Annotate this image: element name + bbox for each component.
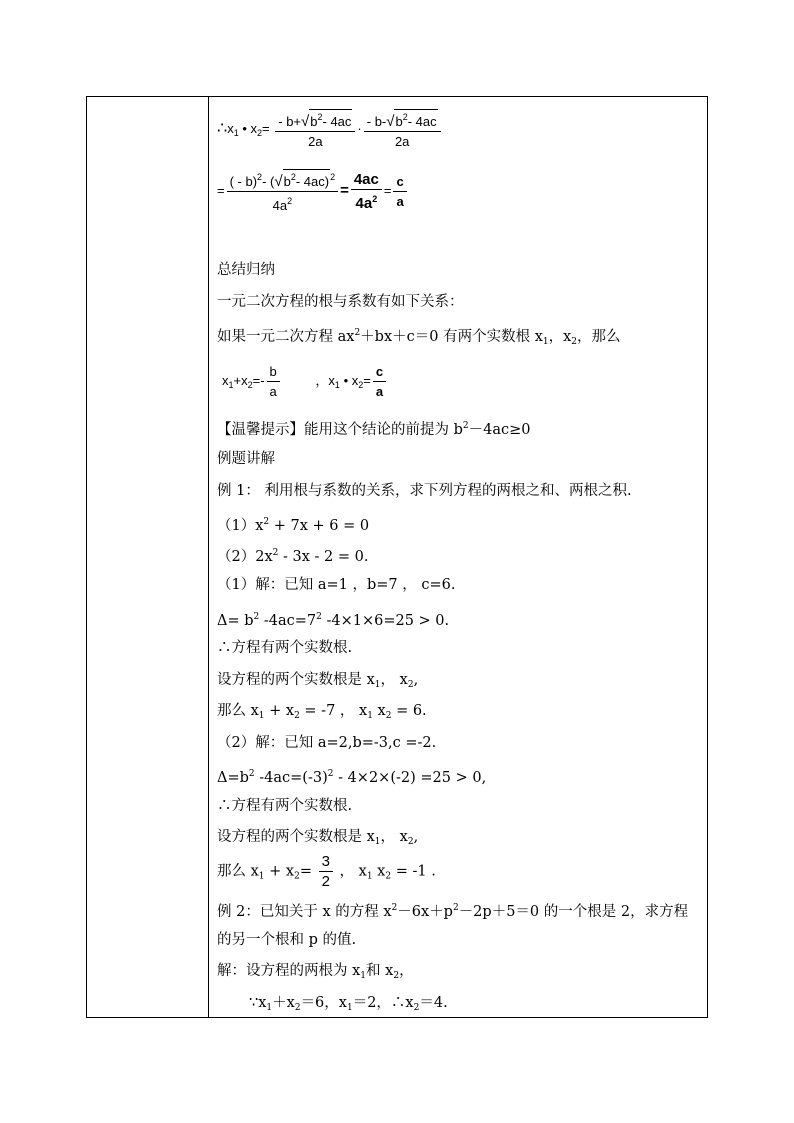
sub: 1 — [334, 379, 340, 390]
text: 那么 x — [217, 703, 259, 719]
text: x — [372, 703, 386, 719]
num-part: - b+ — [278, 114, 302, 129]
sup: 2 — [317, 112, 323, 122]
sub: 2 — [571, 337, 578, 347]
equals: = — [383, 182, 392, 198]
example1-prompt: 例 1： 利用根与系数的关系，求下列方程的两根之和、两根之积. — [217, 483, 632, 499]
sub: 1 — [258, 711, 265, 721]
example1-solution1-given: （1）解：已知 a=1 ，b=7 ， c=6. — [217, 577, 456, 593]
text: x — [351, 372, 359, 388]
text: ＝6，x — [300, 995, 347, 1011]
radical-sign: √ — [301, 113, 310, 130]
summary-intro: 一元二次方程的根与系数有如下关系： — [217, 294, 464, 310]
example1-delta1 — [217, 608, 449, 630]
dot: • — [242, 120, 247, 136]
sup: 2 — [452, 903, 459, 913]
text: ， x — [339, 863, 367, 880]
formula-product-line — [217, 109, 443, 150]
example1-q2 — [217, 544, 368, 566]
sqrt-content — [309, 109, 352, 129]
num-part: - 4ac — [322, 114, 352, 129]
num-part: ( - b) — [229, 174, 258, 189]
sup: 2 — [316, 612, 322, 622]
fraction-root2 — [364, 109, 441, 150]
fraction-root1 — [275, 109, 355, 150]
numerator: b — [267, 363, 280, 382]
text: －6x＋p — [397, 904, 453, 920]
example2-solution — [217, 962, 414, 985]
text: x — [372, 863, 386, 880]
num-part: - 4ac) — [295, 174, 330, 189]
text: -4×1×6=25 > 0. — [321, 613, 450, 629]
text: ，x — [548, 329, 572, 345]
text: ， x — [380, 672, 408, 688]
radical-sign: √ — [386, 113, 395, 130]
sup: 2 — [248, 769, 255, 779]
sup: 2 — [257, 172, 263, 182]
sub: 2 — [257, 127, 263, 138]
example1-q1 — [217, 513, 369, 535]
sup: 2 — [330, 172, 336, 182]
denominator: a — [269, 384, 277, 399]
sub: 2 — [294, 1003, 301, 1013]
text: = -1 . — [391, 863, 436, 880]
dot: · — [357, 120, 362, 136]
text: （2）2x — [217, 549, 273, 565]
fraction-three-halves — [319, 853, 333, 890]
text: +x — [233, 372, 248, 388]
equals: = — [363, 372, 371, 388]
text: －2p＋5＝0 的一个根是 2，求方程 — [458, 904, 689, 920]
equals: = — [262, 120, 270, 136]
text: 和 x — [366, 963, 394, 979]
num-part: b — [395, 114, 403, 129]
text: =- — [252, 372, 265, 388]
worksheet-table — [86, 96, 708, 1018]
equals: = — [217, 182, 225, 198]
text: 解：设方程的两根为 x — [217, 963, 361, 979]
sub: 1 — [374, 680, 381, 690]
num-part: - b- — [366, 114, 387, 129]
example1-roots2 — [217, 828, 418, 851]
text: + 7x + 6 = 0 — [269, 518, 370, 534]
example1-conclusion1: ∴方程有两个实数根. — [217, 640, 353, 656]
text: ， — [315, 372, 329, 388]
text: + x — [264, 703, 295, 719]
sup: 2 — [462, 421, 469, 431]
sub: 2 — [247, 379, 253, 390]
examples-heading: 例题讲解 — [217, 451, 275, 467]
sub: 2 — [385, 711, 392, 721]
sub: 1 — [266, 1003, 273, 1013]
denominator: a — [396, 194, 404, 209]
sub: 2 — [413, 1003, 420, 1013]
text: Δ= b — [217, 613, 254, 629]
denominator: 4a — [355, 195, 373, 212]
example1-then2 — [217, 853, 436, 890]
text: x — [328, 372, 335, 388]
text: -4ac=(-3) — [254, 770, 328, 786]
sub: 1 — [360, 971, 367, 981]
var-x2: x — [250, 120, 258, 136]
example1-then1 — [217, 702, 427, 725]
numerator: 3 — [319, 853, 333, 872]
denominator: 4a — [272, 198, 288, 213]
text: - 3x - 2 = 0. — [278, 549, 369, 565]
content-cell — [217, 97, 702, 1017]
sub: 1 — [367, 711, 373, 721]
sup: 2 — [327, 769, 334, 779]
sup: 2 — [391, 903, 398, 913]
text: x — [222, 372, 229, 388]
example2-solution-step — [249, 994, 448, 1017]
radical-sign: √ — [274, 173, 283, 190]
text: ∵x — [249, 995, 267, 1011]
sub: 1 — [374, 837, 381, 847]
formula-simplify-line — [217, 169, 409, 214]
var-x1: x — [227, 120, 234, 136]
sqrt-content — [283, 169, 330, 189]
sub: 2 — [294, 711, 300, 721]
num-part: b — [310, 114, 318, 129]
sqrt-content — [394, 109, 437, 129]
text: , — [413, 672, 419, 688]
sub: 1 — [228, 379, 234, 390]
fraction-4ac — [351, 171, 382, 212]
denominator: 2a — [394, 134, 410, 149]
text: 如果一元二次方程 ax — [217, 329, 355, 345]
example1-roots1 — [217, 671, 418, 694]
sup: 2 — [372, 194, 378, 204]
sub: 2 — [407, 837, 414, 847]
numerator: c — [373, 363, 386, 382]
sub: 1 — [233, 127, 239, 138]
fraction-expand — [227, 169, 338, 214]
dot: • — [343, 372, 349, 388]
text: , — [413, 829, 419, 845]
text: 【温馨提示】能用这个结论的前提为 b — [217, 422, 463, 438]
text: （1）x — [217, 518, 264, 534]
sup: 2 — [272, 548, 279, 558]
example1-conclusion2: ∴方程有两个实数根. — [217, 798, 353, 814]
therefore-sign: ∴ — [217, 119, 228, 137]
numerator: 4ac — [351, 171, 382, 190]
example2-prompt-cont: 的另一个根和 p 的值. — [217, 932, 357, 948]
text: ＋x — [272, 995, 295, 1011]
fraction-b-over-a — [267, 363, 280, 400]
num-part: - 4ac — [407, 114, 437, 129]
sub: 2 — [358, 379, 364, 390]
text: ＋bx＋c＝0 有两个实数根 x — [360, 329, 543, 345]
text: = 6. — [391, 703, 427, 719]
sup: 2 — [287, 196, 293, 206]
text: + x — [264, 863, 295, 880]
text: ＝2，∴x — [352, 995, 414, 1011]
text: -4ac=7 — [259, 613, 317, 629]
text: 那么 x — [217, 863, 259, 880]
numerator: c — [393, 173, 406, 192]
equals: = — [340, 181, 349, 199]
fraction-c-over-a — [393, 173, 406, 210]
text: Δ=b — [217, 770, 249, 786]
text: = — [299, 863, 312, 880]
fraction-c-over-a — [373, 363, 386, 400]
text: 设方程的两个实数根是 x — [217, 829, 375, 845]
denominator: 2 — [321, 873, 330, 890]
sup: 2 — [402, 112, 408, 122]
text: 例 2：已知关于 x 的方程 x — [217, 904, 392, 920]
sub: 2 — [385, 871, 392, 882]
sub: 1 — [346, 1003, 353, 1013]
text: ， — [399, 963, 414, 979]
column-divider — [208, 97, 209, 1017]
text: ，那么 — [577, 329, 621, 345]
summary-condition — [217, 324, 621, 351]
text: ， x — [380, 829, 408, 845]
text: 设方程的两个实数根是 x — [217, 672, 375, 688]
example1-solution2-given: （2）解：已知 a=2,b=-3,c =-2. — [217, 735, 437, 751]
sub: 2 — [393, 971, 400, 981]
text: - 4×2×(-2) =25 > 0, — [333, 770, 487, 786]
sup: 2 — [354, 328, 361, 338]
denominator: 2a — [308, 134, 323, 149]
sup: 2 — [290, 172, 296, 182]
sub: 1 — [258, 871, 265, 882]
sub: 1 — [366, 871, 373, 882]
sub: 2 — [407, 680, 414, 690]
text: ＝4. — [419, 995, 448, 1011]
num-part: - ( — [262, 174, 275, 189]
example1-delta2 — [217, 765, 486, 787]
sup: 2 — [253, 612, 260, 622]
tip-line — [217, 417, 531, 439]
sup: 2 — [263, 517, 270, 527]
denominator: a — [375, 384, 384, 399]
text: －4ac≥0 — [468, 422, 531, 438]
text: = -7 ， x — [299, 703, 368, 719]
vieta-formulas — [222, 363, 388, 400]
example2-prompt — [217, 899, 688, 921]
summary-heading: 总结归纳 — [217, 262, 275, 278]
sub: 1 — [542, 337, 549, 347]
sub: 2 — [294, 871, 300, 882]
num-part: b — [283, 174, 291, 189]
